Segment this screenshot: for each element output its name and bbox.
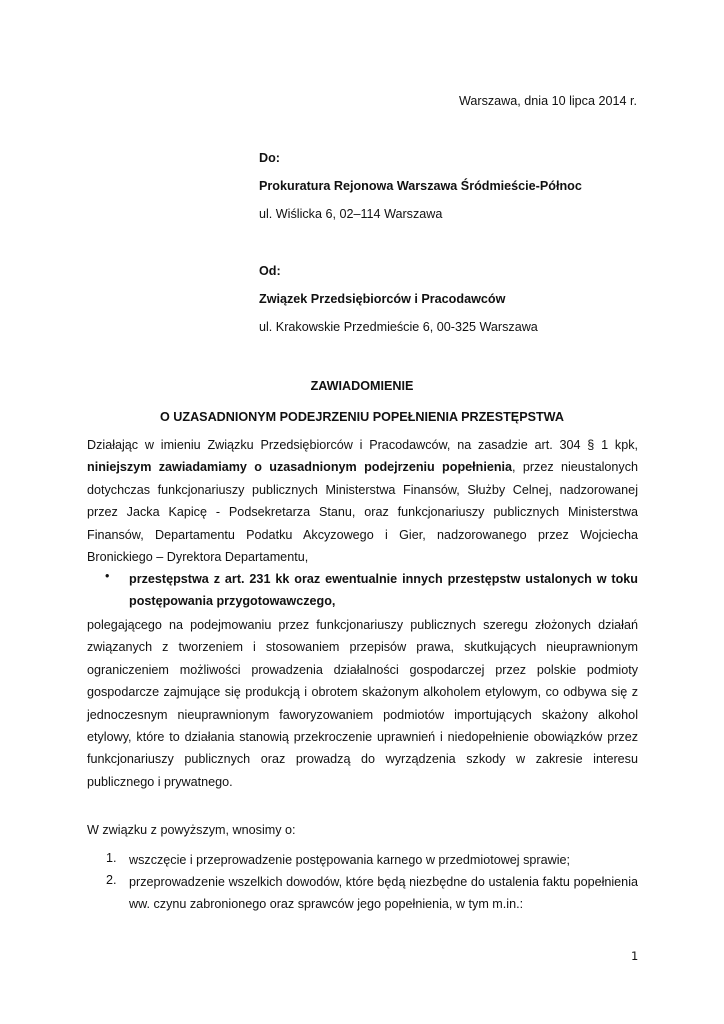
bullet-icon: •: [105, 569, 110, 583]
intro-paragraph-start: Działając w imieniu Związku Przedsiębiorców i Pracodawców, na zasadzie art. 304 § 1 kpk,: [87, 438, 638, 452]
list-text: wszczęcie i przeprowadzenie postępowania karnego w przedmiotowej sprawie;: [129, 853, 571, 867]
list-number: 1.: [106, 851, 117, 865]
list-text: przeprowadzenie wszelkich dowodów, które będą niezbędne do ustalenia faktu popełnienia ww. czynu zabronionego oraz sprawców jego popełnienia, w tym m.in.:: [129, 875, 638, 912]
intro-paragraph: [87, 434, 638, 568]
recipient-name: Prokuratura Rejonowa Warszawa Śródmieście-Północ: [259, 179, 582, 193]
recipient-address: ul. Wiślicka 6, 02–114 Warszawa: [259, 207, 443, 221]
list-number: 2.: [106, 873, 117, 887]
page-number: 1: [631, 949, 639, 963]
document-subtitle: O UZASADNIONYM PODEJRZENIU POPEŁNIENIA PRZESTĘPSTWA: [160, 410, 564, 424]
request-intro: W związku z powyższym, wnosimy o:: [87, 823, 296, 837]
intro-paragraph-end: , przez nieustalonych dotychczas funkcjonariuszy publicznych Ministerstwa Finansów, Służby Celnej, nadzorowanej przez Jacka Kapicę - Podsekretarza Stanu, oraz funkcjonariuszy publicznych Ministerstwa Finansów, Departamentu Podatku Akcyzowego i Gier, nadzorowanego przez Wojciecha Bronickiego – Dyrektora Departamentu,: [87, 460, 638, 565]
sender-label: Od:: [259, 264, 281, 278]
document-title: ZAWIADOMIENIE: [310, 379, 414, 393]
sender-address: ul. Krakowskie Przedmieście 6, 00-325 Warszawa: [259, 320, 538, 334]
letter-date: Warszawa, dnia 10 lipca 2014 r.: [458, 94, 637, 108]
recipient-label: Do:: [259, 151, 280, 165]
bullet-text: przestępstwa z art. 231 kk oraz ewentualnie innych przestępstw ustalonych w toku postępowania przygotowawczego,: [129, 572, 638, 609]
sender-name: Związek Przedsiębiorców i Pracodawców: [259, 292, 506, 306]
description-paragraph: polegającego na podejmowaniu przez funkcjonariuszy publicznych szeregu złożonych działań związanych z tworzeniem i stosowaniem przepisów prawa, skutkujących nieuprawnionym ograniczeniem możliwości prowadzenia działalności gospodarczej przez polskie podmioty gospodarcze zajmujące się produkcją i obrotem skażonym alkoholem etylowym, co odbywa się z jednoczesnym nieuprawnionym faworyzowaniem podmiotów importujących skażony alkohol etylowy, które to działania stanowią przekroczenie uprawnień i niedopełnienie obowiązków przez funkcjonariuszy publicznych oraz prowadzą do wyrządzenia szkody w zakresie interesu publicznego i prywatnego.: [87, 618, 638, 789]
intro-paragraph-bold: niniejszym zawiadamiamy o uzasadnionym podejrzeniu popełnienia: [87, 460, 513, 475]
